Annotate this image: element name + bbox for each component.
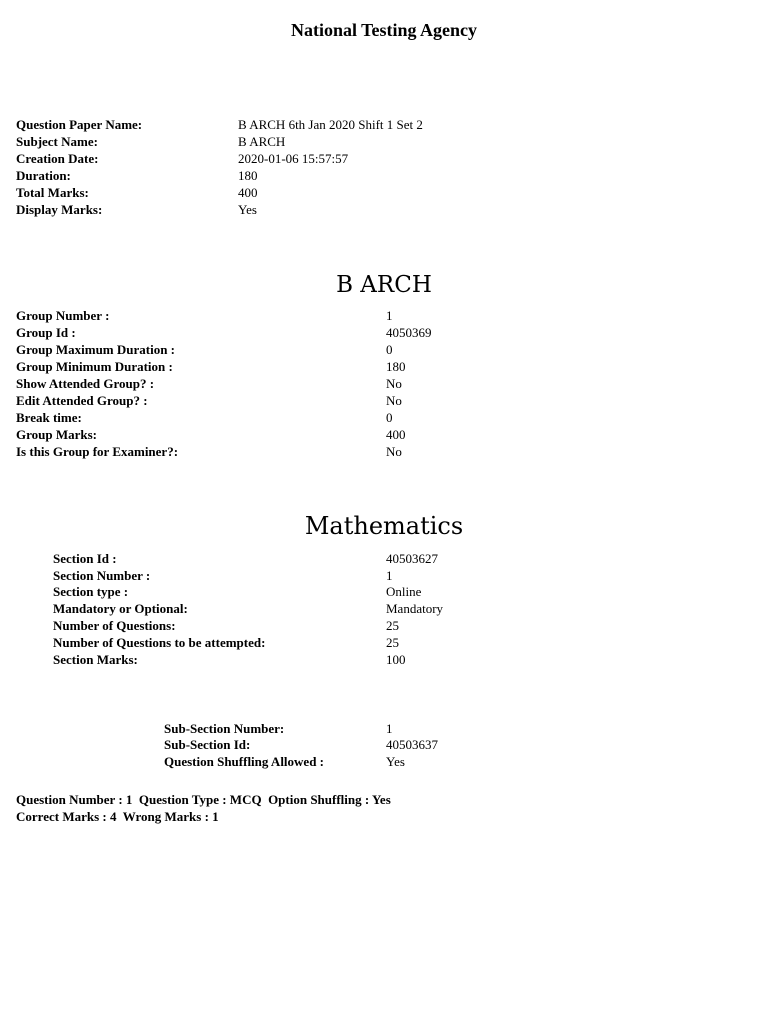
subsection-info-label: Question Shuffling Allowed :	[164, 754, 325, 769]
subsection-info-label: Sub-Section Id:	[164, 737, 251, 752]
group-info-value: 0	[386, 342, 393, 357]
group-info-value: 4050369	[386, 325, 432, 340]
group-info-value: 1	[386, 308, 393, 323]
paper-info-value: B ARCH 6th Jan 2020 Shift 1 Set 2	[238, 117, 423, 132]
section-info-value: 25	[386, 618, 399, 633]
group-info-label: Break time:	[16, 410, 82, 425]
group-info-label: Edit Attended Group? :	[16, 393, 148, 408]
question-marks-line: Correct Marks : 4 Wrong Marks : 1	[16, 809, 219, 824]
group-info-label: Group Maximum Duration :	[16, 342, 176, 357]
group-info-value: No	[386, 444, 402, 459]
question-meta-line: Question Number : 1 Question Type : MCQ Option Shuffling : Yes	[16, 792, 391, 807]
paper-info-value: 400	[238, 185, 258, 200]
section-info-label: Number of Questions:	[53, 618, 176, 633]
section-info-label: Section Number :	[53, 568, 151, 583]
paper-info-value: Yes	[238, 202, 257, 217]
paper-info-value: B ARCH	[238, 134, 286, 149]
group-info-value: 400	[386, 427, 406, 442]
group-info-label: Group Number :	[16, 308, 110, 323]
section-info-value: 25	[386, 635, 399, 650]
section-info-value: Online	[386, 584, 422, 599]
section-info-label: Section type :	[53, 584, 129, 599]
subsection-info-value: 1	[386, 721, 393, 736]
section-info-label: Section Marks:	[53, 652, 138, 667]
subsection-info-label: Sub-Section Number:	[164, 721, 285, 736]
section-info-value: 40503627	[386, 551, 438, 566]
paper-info-label: Question Paper Name:	[16, 117, 143, 132]
section-info-label: Mandatory or Optional:	[53, 601, 188, 616]
group-info-value: No	[386, 393, 402, 408]
group-info-label: Is this Group for Examiner?:	[16, 444, 179, 459]
paper-info-label: Duration:	[16, 168, 71, 183]
group-info-label: Group Minimum Duration :	[16, 359, 173, 374]
group-info-label: Show Attended Group? :	[16, 376, 155, 391]
group-info-label: Group Marks:	[16, 427, 98, 442]
paper-info-label: Display Marks:	[16, 202, 103, 217]
group-info-label: Group Id :	[16, 325, 76, 340]
paper-info-label: Creation Date:	[16, 151, 99, 166]
paper-info-label: Subject Name:	[16, 134, 98, 149]
paper-info-label: Total Marks:	[16, 185, 89, 200]
group-info-value: No	[386, 376, 402, 391]
section-info-label: Number of Questions to be attempted:	[53, 635, 266, 650]
group-info-value: 180	[386, 359, 406, 374]
group-info-value: 0	[386, 410, 393, 425]
section-heading: Mathematics	[304, 512, 464, 540]
section-info-value: Mandatory	[386, 601, 444, 616]
section-info-value: 100	[386, 652, 406, 667]
subsection-info-value: 40503637	[386, 737, 438, 752]
paper-info-value: 180	[238, 168, 258, 183]
section-info-value: 1	[386, 568, 393, 583]
paper-info-value: 2020-01-06 15:57:57	[238, 151, 349, 166]
group-heading: B ARCH	[336, 272, 432, 298]
document-title: National Testing Agency	[290, 20, 478, 40]
subsection-info-value: Yes	[386, 754, 405, 769]
section-info-label: Section Id :	[53, 551, 117, 566]
